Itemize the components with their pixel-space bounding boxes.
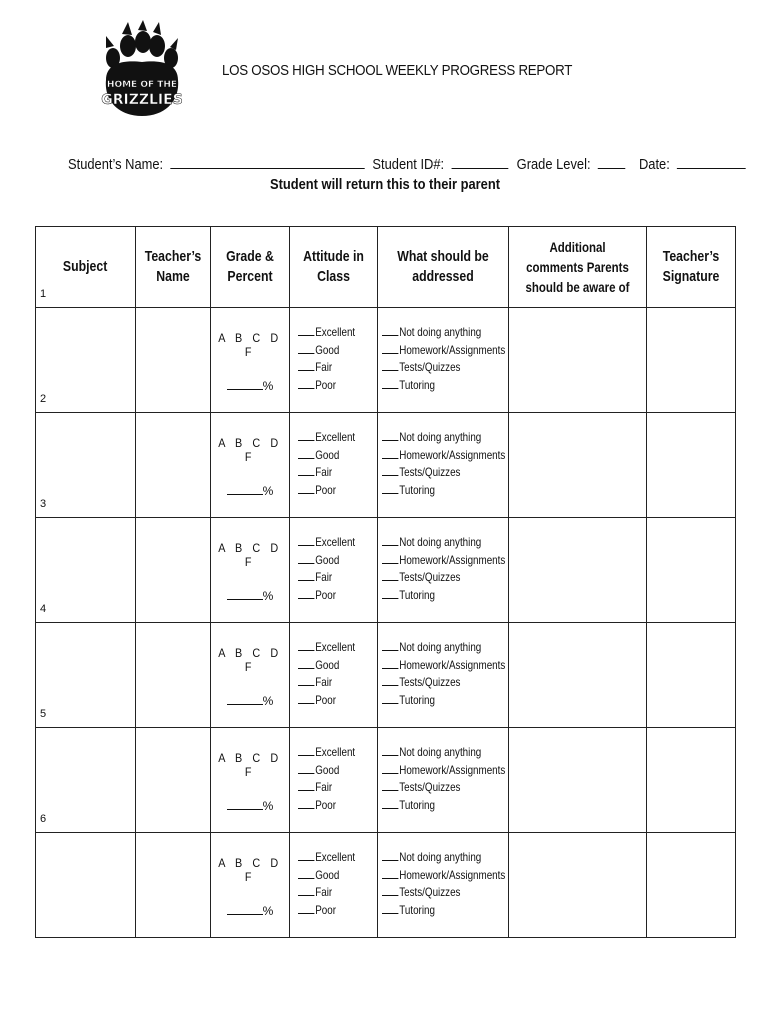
page-title: LOS OSOS HIGH SCHOOL WEEKLY PROGRESS REPORT [222,63,573,79]
grade-level-field[interactable] [598,154,626,169]
attitude-option[interactable] [298,744,363,762]
attitude-option-label: Good [315,447,340,462]
checkbox-blank[interactable] [382,640,398,651]
percent-field[interactable] [211,694,289,708]
address-option-label: Tutoring [399,377,435,392]
attitude-option-label: Excellent [315,535,356,549]
checkbox-blank[interactable] [382,535,398,546]
attitude-option-label: Fair [315,360,333,374]
signature-cell[interactable] [647,518,736,623]
checkbox-blank[interactable] [382,903,398,914]
checkbox-blank[interactable] [298,570,314,581]
attitude-option-label: Good [315,657,340,672]
attitude-option[interactable] [298,569,363,587]
address-option-label: Not doing anything [399,430,482,444]
address-option[interactable] [382,324,485,342]
attitude-option[interactable] [298,587,363,605]
attitude-option-label: Fair [315,780,333,794]
attitude-option[interactable] [298,902,363,920]
subject-cell[interactable] [36,603,136,728]
header-comments: Additional comments Parents should be aware of [509,227,647,308]
signature-cell[interactable] [647,308,736,413]
address-option-label: Tests/Quizzes [399,885,461,899]
checkbox-blank[interactable] [382,448,398,459]
subject-cell[interactable] [36,498,136,623]
attitude-option[interactable] [298,429,363,447]
checkbox-blank[interactable] [298,658,314,669]
address-option[interactable] [382,464,485,482]
header-grade-percent: Grade & Percent [211,227,290,308]
attitude-option[interactable] [298,884,363,902]
checkbox-blank[interactable] [298,903,314,914]
attitude-option-label: Poor [315,482,337,497]
attitude-option[interactable] [298,377,363,395]
checkbox-blank[interactable] [382,675,398,686]
attitude-option-label: Good [315,552,340,567]
teacher-name-cell[interactable] [136,518,211,623]
percent-blank[interactable] [227,799,263,810]
checkbox-blank[interactable] [298,553,314,564]
header-address: What should be addressed [378,227,509,308]
address-option-label: Homework/Assignments [399,762,506,777]
checkbox-blank[interactable] [298,343,314,354]
address-cell [378,308,509,413]
address-option-label: Tutoring [399,797,435,812]
attitude-option[interactable] [298,692,363,710]
subject-row [36,413,736,518]
address-option[interactable] [382,639,485,657]
row-number: 2 [40,393,47,405]
grade-letters[interactable]: A B C D F [218,856,282,884]
grade-letters[interactable]: A B C D F [218,751,282,779]
address-cell [378,413,509,518]
row-number: 6 [40,813,47,825]
checkbox-blank[interactable] [298,430,314,441]
attitude-cell [290,833,378,938]
checkbox-blank[interactable] [298,325,314,336]
checkbox-blank[interactable] [382,588,398,599]
percent-blank[interactable] [227,379,263,390]
attitude-option[interactable] [298,849,363,867]
checkbox-blank[interactable] [382,360,398,371]
checkbox-blank[interactable] [382,553,398,564]
address-option-label: Tests/Quizzes [399,780,461,794]
student-name-field[interactable] [170,154,364,169]
header-signature: Teacher’s Signature [647,227,736,308]
attitude-cell [290,413,378,518]
address-option-label: Homework/Assignments [399,342,506,357]
checkbox-blank[interactable] [382,780,398,791]
checkbox-blank[interactable] [382,693,398,704]
address-option[interactable] [382,657,506,675]
attitude-option-label: Poor [315,587,337,602]
attitude-option-label: Good [315,342,340,357]
address-option-label: Not doing anything [399,535,482,549]
percent-field[interactable] [211,379,289,393]
comments-cell[interactable] [509,728,647,833]
attitude-cell [290,518,378,623]
checkbox-blank[interactable] [382,798,398,809]
checkbox-blank[interactable] [298,868,314,879]
percent-sign: % [262,694,274,708]
checkbox-blank[interactable] [298,360,314,371]
attitude-option-label: Excellent [315,325,356,339]
address-option-label: Homework/Assignments [399,447,506,462]
grizzly-paw-logo [92,20,190,120]
attitude-option-label: Excellent [315,850,356,864]
teacher-name-cell[interactable] [136,728,211,833]
attitude-option[interactable] [298,867,363,885]
address-option-label: Tests/Quizzes [399,570,461,584]
grade-percent-cell[interactable] [211,413,290,518]
address-cell [378,833,509,938]
attitude-option-label: Poor [315,797,337,812]
attitude-option[interactable] [298,359,363,377]
header-attitude: Attitude in Class [290,227,378,308]
checkbox-blank[interactable] [382,343,398,354]
signature-cell[interactable] [647,728,736,833]
progress-report-table [35,226,736,938]
checkbox-blank[interactable] [382,570,398,581]
address-option[interactable] [382,902,485,920]
date-label: Date: [638,156,670,173]
row-number: 4 [40,603,47,615]
attitude-option[interactable] [298,534,363,552]
attitude-option-label: Good [315,762,340,777]
address-option-label: Not doing anything [399,640,482,654]
address-option[interactable] [382,482,485,500]
checkbox-blank[interactable] [382,885,398,896]
header-subject: Subject [36,227,136,308]
attitude-option[interactable] [298,464,363,482]
grade-percent-cell[interactable] [211,833,290,938]
student-info-line [68,154,670,173]
address-option-label: Tutoring [399,692,435,707]
checkbox-blank[interactable] [298,850,314,861]
address-option[interactable] [382,552,506,570]
teacher-name-cell[interactable] [136,413,211,518]
subject-row [36,518,736,623]
attitude-option-label: Excellent [315,745,356,759]
grade-letters[interactable]: A B C D F [218,646,282,674]
subject-cell[interactable] [36,288,136,413]
checkbox-blank[interactable] [298,640,314,651]
checkbox-blank[interactable] [298,465,314,476]
subject-cell[interactable] [36,708,136,833]
teacher-name-cell[interactable] [136,833,211,938]
address-option[interactable] [382,762,506,780]
checkbox-blank[interactable] [382,868,398,879]
grade-letters[interactable]: A B C D F [218,541,282,569]
address-option-label: Tests/Quizzes [399,465,461,479]
address-option-label: Tests/Quizzes [399,675,461,689]
checkbox-blank[interactable] [298,763,314,774]
address-option[interactable] [382,797,485,815]
row-number: 1 [40,288,47,300]
header-row [36,227,736,308]
grade-level-label: Grade Level: [516,156,591,173]
address-option[interactable] [382,534,485,552]
checkbox-blank[interactable] [298,885,314,896]
student-id-label: Student ID#: [372,156,445,173]
percent-field[interactable] [211,484,289,498]
address-option-label: Tests/Quizzes [399,360,461,374]
checkbox-blank[interactable] [382,430,398,441]
address-option[interactable] [382,674,485,692]
address-option-label: Homework/Assignments [399,867,506,882]
return-note: Student will return this to their parent [269,176,501,193]
grade-letters[interactable]: A B C D F [218,331,282,359]
row-number: 5 [40,708,47,720]
address-option-label: Not doing anything [399,850,482,864]
subject-row [36,308,736,413]
attitude-option[interactable] [298,482,363,500]
percent-blank[interactable] [227,484,263,495]
checkbox-blank[interactable] [298,483,314,494]
address-cell [378,623,509,728]
grade-percent-cell[interactable] [211,728,290,833]
checkbox-blank[interactable] [298,675,314,686]
address-option[interactable] [382,744,485,762]
address-option[interactable] [382,359,485,377]
signature-cell[interactable] [647,833,736,938]
subject-row [36,728,736,833]
checkbox-blank[interactable] [382,483,398,494]
attitude-cell [290,308,378,413]
address-option-label: Tutoring [399,587,435,602]
address-option-label: Tutoring [399,902,435,917]
attitude-option[interactable] [298,552,363,570]
signature-cell[interactable] [647,623,736,728]
percent-sign: % [262,484,274,498]
address-option-label: Not doing anything [399,745,482,759]
percent-blank[interactable] [227,589,263,600]
attitude-option-label: Excellent [315,430,356,444]
address-option[interactable] [382,867,506,885]
attitude-option[interactable] [298,324,363,342]
subject-row [36,833,736,938]
attitude-option-label: Poor [315,377,337,392]
address-option-label: Homework/Assignments [399,552,506,567]
percent-sign: % [262,379,274,393]
checkbox-blank[interactable] [298,780,314,791]
attitude-option[interactable] [298,779,363,797]
address-cell [378,518,509,623]
grade-letters[interactable]: A B C D F [218,436,282,464]
attitude-option-label: Poor [315,692,337,707]
date-field[interactable] [677,154,746,169]
address-option-label: Homework/Assignments [399,657,506,672]
attitude-option[interactable] [298,657,363,675]
logo-line-1: HOME OF THE [106,80,178,90]
address-option[interactable] [382,587,485,605]
checkbox-blank[interactable] [382,378,398,389]
attitude-option[interactable] [298,639,363,657]
attitude-option[interactable] [298,342,363,360]
attitude-option-label: Fair [315,885,333,899]
student-id-field[interactable] [451,154,508,169]
subject-cell[interactable] [36,393,136,518]
attitude-option[interactable] [298,797,363,815]
address-option[interactable] [382,692,485,710]
comments-cell[interactable] [509,518,647,623]
subject-row [36,623,736,728]
checkbox-blank[interactable] [298,448,314,459]
grade-percent-cell[interactable] [211,518,290,623]
address-option[interactable] [382,342,506,360]
row-number: 3 [40,498,47,510]
comments-cell[interactable] [509,833,647,938]
address-option[interactable] [382,377,485,395]
attitude-cell [290,728,378,833]
attitude-option-label: Poor [315,902,337,917]
attitude-option-label: Fair [315,570,333,584]
checkbox-blank[interactable] [298,745,314,756]
address-option[interactable] [382,429,485,447]
address-option[interactable] [382,849,485,867]
attitude-option-label: Excellent [315,640,356,654]
attitude-option[interactable] [298,762,363,780]
logo-line-2: GRIZZLIES [101,92,183,108]
checkbox-blank[interactable] [298,798,314,809]
checkbox-blank[interactable] [298,378,314,389]
address-option[interactable] [382,884,485,902]
student-name-label: Student’s Name: [68,156,164,173]
teacher-name-cell[interactable] [136,308,211,413]
checkbox-blank[interactable] [382,465,398,476]
comments-cell[interactable] [509,623,647,728]
address-option-label: Not doing anything [399,325,482,339]
percent-field[interactable] [211,589,289,603]
address-option-label: Tutoring [399,482,435,497]
comments-cell[interactable] [509,413,647,518]
percent-sign: % [262,904,274,918]
checkbox-blank[interactable] [298,693,314,704]
header-teacher-name: Teacher’s Name [136,227,211,308]
checkbox-blank[interactable] [382,325,398,336]
checkbox-blank[interactable] [298,588,314,599]
comments-cell[interactable] [509,308,647,413]
attitude-option-label: Fair [315,675,333,689]
attitude-option[interactable] [298,674,363,692]
grade-percent-cell[interactable] [211,623,290,728]
signature-cell[interactable] [647,413,736,518]
percent-blank[interactable] [227,904,263,915]
address-option[interactable] [382,447,506,465]
subject-cell[interactable] [36,813,136,938]
percent-sign: % [262,799,274,813]
percent-sign: % [262,589,274,603]
address-cell [378,728,509,833]
address-option[interactable] [382,779,485,797]
teacher-name-cell[interactable] [136,623,211,728]
checkbox-blank[interactable] [298,535,314,546]
checkbox-blank[interactable] [382,658,398,669]
percent-field[interactable] [211,904,289,918]
attitude-option-label: Fair [315,465,333,479]
checkbox-blank[interactable] [382,850,398,861]
percent-blank[interactable] [227,694,263,705]
checkbox-blank[interactable] [382,745,398,756]
attitude-cell [290,623,378,728]
grade-percent-cell[interactable] [211,308,290,413]
attitude-option-label: Good [315,867,340,882]
address-option[interactable] [382,569,485,587]
percent-field[interactable] [211,799,289,813]
checkbox-blank[interactable] [382,763,398,774]
attitude-option[interactable] [298,447,363,465]
